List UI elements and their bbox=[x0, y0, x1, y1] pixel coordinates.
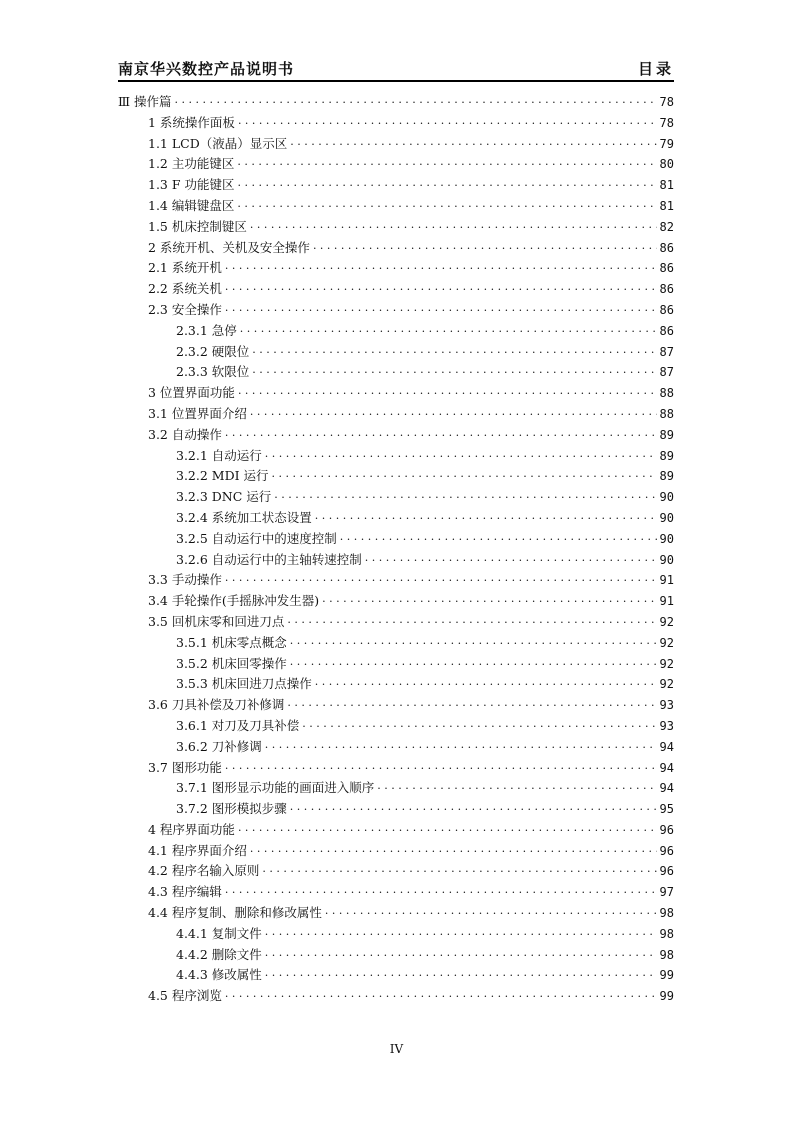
toc-entry-page: 98 bbox=[659, 926, 674, 941]
toc-leader-dots bbox=[313, 235, 657, 257]
toc-leader-dots bbox=[274, 484, 656, 506]
toc-leader-dots bbox=[272, 463, 657, 485]
toc-entry-title: 3.2.4 系统加工状态设置 bbox=[176, 509, 312, 525]
toc-leader-dots bbox=[287, 692, 656, 714]
toc-leader-dots bbox=[377, 775, 656, 797]
header-rule bbox=[118, 80, 674, 82]
toc-entry-title: 3.5 回机床零和回进刀点 bbox=[148, 613, 285, 629]
document-title: 南京华兴数控产品说明书 bbox=[118, 60, 295, 78]
toc-entry-page: 89 bbox=[659, 469, 674, 484]
toc-entry-page: 90 bbox=[659, 510, 674, 525]
toc-leader-dots bbox=[225, 255, 657, 277]
toc-leader-dots bbox=[238, 380, 657, 402]
toc-entry-title: 4.4.1 复制文件 bbox=[176, 925, 262, 941]
toc-entry-page: 91 bbox=[659, 573, 674, 588]
toc-leader-dots bbox=[365, 547, 657, 569]
toc-leader-dots bbox=[290, 131, 656, 153]
toc-entry-title: 3 位置界面功能 bbox=[148, 385, 235, 401]
toc-leader-dots bbox=[175, 89, 657, 111]
toc-leader-dots bbox=[325, 900, 657, 922]
toc-leader-dots bbox=[240, 318, 657, 340]
toc-leader-dots bbox=[290, 796, 657, 818]
toc-entry-title: 3.2.5 自动运行中的速度控制 bbox=[176, 530, 337, 546]
section-title: 目录 bbox=[637, 60, 674, 78]
toc-entry-title: 1.4 编辑键盘区 bbox=[148, 197, 235, 213]
toc-entry-title: 3.2.1 自动运行 bbox=[176, 447, 262, 463]
toc-entry-title: 2.1 系统开机 bbox=[148, 260, 222, 276]
toc-entry-page: 90 bbox=[659, 531, 674, 546]
toc-entry-title: 4.1 程序界面介绍 bbox=[148, 842, 247, 858]
toc-leader-dots bbox=[225, 983, 657, 1005]
toc-entry-page: 88 bbox=[659, 386, 674, 401]
toc-leader-dots bbox=[265, 962, 657, 984]
toc-entry-page: 94 bbox=[659, 739, 674, 754]
toc-entry-page: 99 bbox=[659, 968, 674, 983]
toc-entry-title: 3.3 手动操作 bbox=[148, 572, 222, 588]
toc-entry-page: 90 bbox=[659, 490, 674, 505]
toc-entry-page: 86 bbox=[659, 302, 674, 317]
toc-leader-dots bbox=[238, 172, 657, 194]
toc-entry-page: 86 bbox=[659, 240, 674, 255]
page-number: IV bbox=[389, 1042, 404, 1056]
toc-entry-page: 88 bbox=[659, 406, 674, 421]
toc-entry-title: 2.3 安全操作 bbox=[148, 301, 222, 317]
toc-entry-title: 3.2.2 MDI 运行 bbox=[176, 468, 269, 484]
toc-entry-title: 3.2.3 DNC 运行 bbox=[176, 489, 272, 505]
toc-entry-page: 99 bbox=[659, 989, 674, 1004]
toc-leader-dots bbox=[315, 671, 657, 693]
toc-entry-page: 95 bbox=[659, 802, 674, 817]
toc-entry-page: 81 bbox=[659, 198, 674, 213]
toc-leader-dots bbox=[322, 588, 656, 610]
toc-entry-title: 3.7.1 图形显示功能的画面进入顺序 bbox=[176, 780, 375, 796]
toc-entry-title: 3.6.2 刀补修调 bbox=[176, 738, 262, 754]
toc-entry-title: 3.5.1 机床零点概念 bbox=[176, 634, 287, 650]
toc-leader-dots bbox=[237, 193, 656, 215]
toc-entry-title: 3.5.2 机床回零操作 bbox=[176, 655, 287, 671]
toc-entry-page: 96 bbox=[659, 843, 674, 858]
toc-leader-dots bbox=[225, 297, 657, 319]
toc-leader-dots bbox=[225, 755, 657, 777]
toc-entry-page: 89 bbox=[659, 448, 674, 463]
toc-leader-dots bbox=[238, 817, 657, 839]
toc-entry-title: 2.3.2 硬限位 bbox=[176, 343, 250, 359]
toc-entry-title: 4 程序界面功能 bbox=[148, 821, 235, 837]
toc-leader-dots bbox=[290, 630, 657, 652]
toc-entry-title: 3.6.1 对刀及刀具补偿 bbox=[176, 717, 300, 733]
toc-entry-page: 91 bbox=[659, 594, 674, 609]
toc-entry-page: 92 bbox=[659, 677, 674, 692]
toc-entry-title: 4.5 程序浏览 bbox=[148, 988, 222, 1004]
toc-entry-page: 92 bbox=[659, 656, 674, 671]
toc-leader-dots bbox=[265, 921, 657, 943]
toc-entry-title: 4.3 程序编辑 bbox=[148, 884, 222, 900]
toc-entry-page: 89 bbox=[659, 427, 674, 442]
toc-leader-dots bbox=[252, 339, 656, 361]
toc-entry-page: 78 bbox=[659, 95, 674, 109]
toc-leader-dots bbox=[340, 526, 657, 548]
toc-entry-title: 1.5 机床控制键区 bbox=[148, 218, 247, 234]
toc-entry-title: 3.4 手轮操作(手摇脉冲发生器) bbox=[148, 593, 320, 609]
toc-entry-page: 93 bbox=[659, 718, 674, 733]
toc-entry-title: 4.4 程序复制、删除和修改属性 bbox=[148, 905, 322, 921]
toc-entry-title: 1.3 F 功能键区 bbox=[148, 177, 235, 193]
toc-entry-title: 4.4.3 修改属性 bbox=[176, 967, 262, 983]
toc-entry-page: 82 bbox=[659, 219, 674, 234]
toc-entry-title: 3.2.6 自动运行中的主轴转速控制 bbox=[176, 551, 362, 567]
toc-entry-title: 2.2 系统关机 bbox=[148, 281, 222, 297]
toc-entry-title: Ⅲ 操作篇 bbox=[118, 94, 172, 109]
toc-leader-dots bbox=[287, 609, 656, 631]
toc-leader-dots bbox=[265, 443, 657, 465]
toc-leader-dots bbox=[225, 276, 657, 298]
toc-entry-title: 3.1 位置界面介绍 bbox=[148, 405, 247, 421]
toc-leader-dots bbox=[237, 151, 656, 173]
toc-leader-dots bbox=[262, 858, 656, 880]
toc-entry-title: 3.6 刀具补偿及刀补修调 bbox=[148, 697, 285, 713]
toc-entry-page: 87 bbox=[659, 344, 674, 359]
toc-entry-page: 94 bbox=[659, 781, 674, 796]
toc-leader-dots bbox=[302, 713, 656, 735]
toc-entry-title: 3.5.3 机床回进刀点操作 bbox=[176, 676, 312, 692]
toc-entry-title: 4.4.2 删除文件 bbox=[176, 946, 262, 962]
toc-leader-dots bbox=[225, 422, 657, 444]
toc-entry-page: 87 bbox=[659, 365, 674, 380]
toc-leader-dots bbox=[265, 942, 657, 964]
toc-entry-title: 2.3.3 软限位 bbox=[176, 364, 250, 380]
toc-entry-page: 86 bbox=[659, 261, 674, 276]
toc-entry-page: 92 bbox=[659, 635, 674, 650]
toc-leader-dots bbox=[250, 838, 657, 860]
toc-entry-page: 96 bbox=[659, 822, 674, 837]
toc-entry-title: 3.7 图形功能 bbox=[148, 759, 222, 775]
page-header bbox=[118, 58, 674, 80]
toc-leader-dots bbox=[250, 214, 657, 236]
toc-leader-dots bbox=[290, 651, 657, 673]
toc-entry-page: 80 bbox=[659, 157, 674, 172]
toc-entry-title: 3.7.2 图形模拟步骤 bbox=[176, 801, 287, 817]
toc-entry-page: 97 bbox=[659, 885, 674, 900]
toc-entry-title: 1.2 主功能键区 bbox=[148, 156, 235, 172]
toc-entry-title: 2.3.1 急停 bbox=[176, 322, 237, 338]
toc-entry-title: 2 系统开机、关机及安全操作 bbox=[148, 239, 310, 255]
toc-leader-dots bbox=[315, 505, 657, 527]
toc-leader-dots bbox=[225, 567, 657, 589]
toc-entry-title: 4.2 程序名输入原则 bbox=[148, 863, 260, 879]
toc-leader-dots bbox=[238, 110, 657, 132]
toc-entry-page: 86 bbox=[659, 323, 674, 338]
toc-entry-title: 1.1 LCD（液晶）显示区 bbox=[148, 135, 288, 151]
toc-entry-page: 81 bbox=[659, 178, 674, 193]
toc-entry-page: 78 bbox=[659, 115, 674, 130]
toc-leader-dots bbox=[265, 734, 657, 756]
toc-entry-page: 79 bbox=[659, 136, 674, 151]
toc-entry[interactable] bbox=[118, 986, 674, 1007]
toc-entry-page: 92 bbox=[659, 614, 674, 629]
toc-entry-page: 98 bbox=[659, 906, 674, 921]
toc-entry-page: 96 bbox=[659, 864, 674, 879]
toc-entry-page: 94 bbox=[659, 760, 674, 775]
toc-entry-page: 90 bbox=[659, 552, 674, 567]
toc-entry-page: 86 bbox=[659, 282, 674, 297]
toc-leader-dots bbox=[252, 359, 656, 381]
toc-entry-title: 3.2 自动操作 bbox=[148, 426, 222, 442]
toc-leader-dots bbox=[225, 879, 657, 901]
toc-entry-page: 93 bbox=[659, 698, 674, 713]
toc-entry-page: 98 bbox=[659, 947, 674, 962]
toc-entry-title: 1 系统操作面板 bbox=[148, 114, 235, 130]
table-of-contents bbox=[118, 92, 674, 1007]
toc-leader-dots bbox=[250, 401, 657, 423]
